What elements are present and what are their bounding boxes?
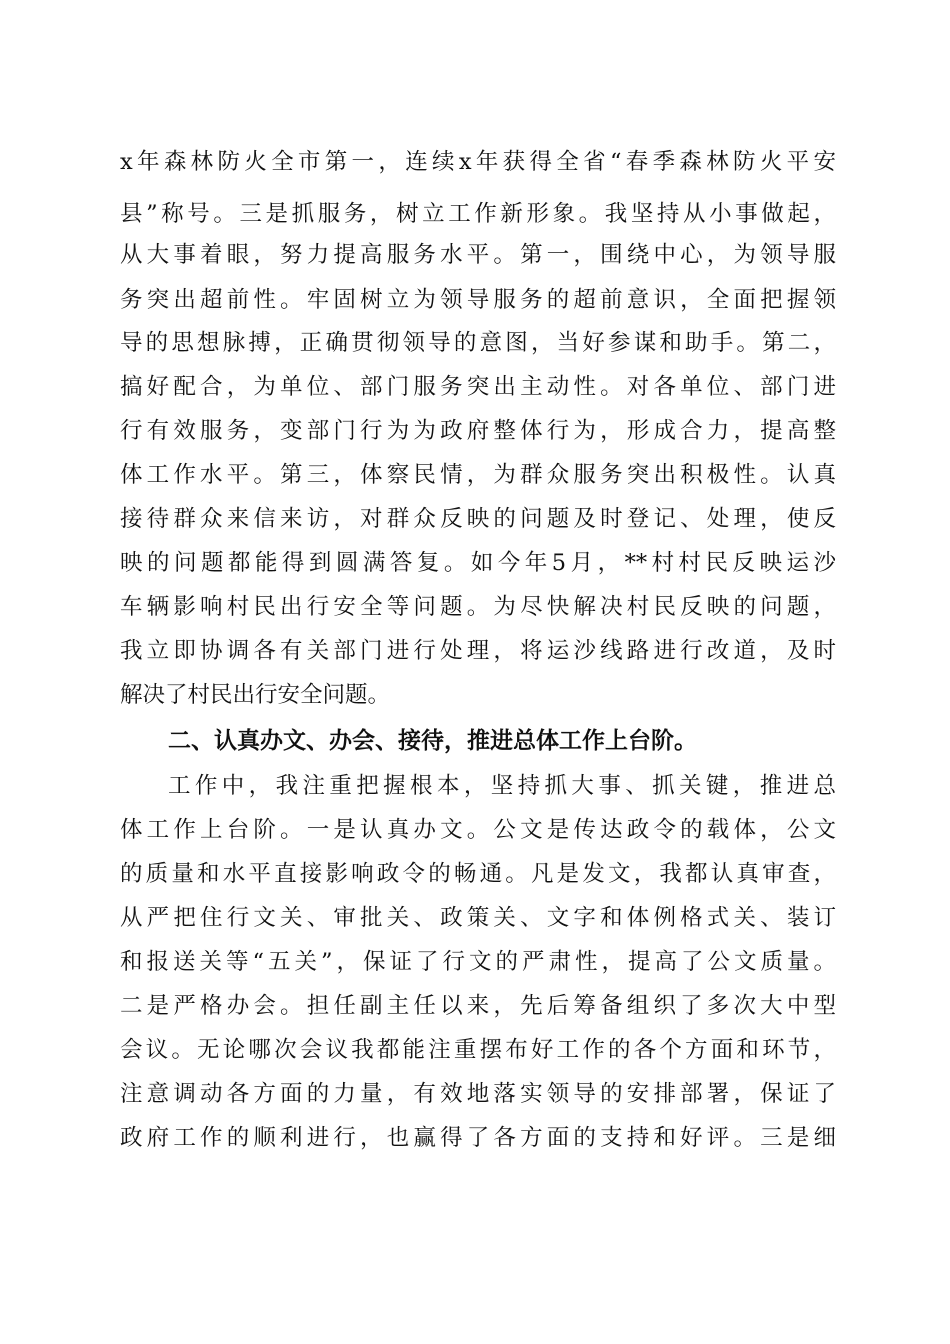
paragraph-1-line: 导的思想脉搏，正确贯彻领导的意图，当好参谋和助手。第二， — [120, 330, 836, 356]
paragraph-1-line: 我立即协调各有关部门进行处理，将运沙线路进行改道，及时 — [120, 638, 836, 664]
paragraph-1-line: 行有效服务，变部门行为为政府整体行为，形成合力，提高整 — [120, 418, 836, 444]
paragraph-2-line: 注意调动各方面的力量，有效地落实领导的安排部署，保证了 — [120, 1081, 836, 1107]
paragraph-1-line: 县”称号。三是抓服务，树立工作新形象。我坚持从小事做起， — [120, 201, 836, 227]
paragraph-1-line: 接待群众来信来访，对群众反映的问题及时登记、处理，使反 — [120, 506, 836, 532]
paragraph-2-line: 工作中，我注重把握根本，坚持抓大事、抓关键，推进总 — [168, 773, 836, 799]
paragraph-1-line: 解决了村民出行安全问题。 — [120, 682, 391, 708]
paragraph-2-line: 政府工作的顺利进行，也赢得了各方面的支持和好评。三是细 — [120, 1125, 836, 1151]
paragraph-1-line: 映的问题都能得到圆满答复。如今年5月，**村村民反映运沙 — [120, 550, 836, 576]
paragraph-1-line: 务突出超前性。牢固树立为领导服务的超前意识，全面把握领 — [120, 287, 836, 313]
paragraph-1-line: 体工作水平。第三，体察民情，为群众服务突出积极性。认真 — [120, 462, 836, 488]
paragraph-2-line: 会议。无论哪次会议我都能注重摆布好工作的各个方面和环节， — [120, 1037, 836, 1063]
paragraph-2-line: 的质量和水平直接影响政令的畅通。凡是发文，我都认真审查， — [120, 861, 836, 887]
paragraph-2-line: 体工作上台阶。一是认真办文。公文是传达政令的载体，公文 — [120, 817, 836, 843]
paragraph-1-line: 从大事着眼，努力提高服务水平。第一，围绕中心，为领导服 — [120, 242, 836, 268]
paragraph-2-line: 二是严格办会。担任副主任以来，先后筹备组织了多次大中型 — [120, 993, 836, 1019]
paragraph-2-line: 和报送关等“五关”，保证了行文的严肃性，提高了公文质量。 — [120, 949, 836, 975]
paragraph-1-line: x年森林防火全市第一，连续x年获得全省“春季森林防火平安 — [120, 149, 836, 175]
paragraph-1-line: 车辆影响村民出行安全等问题。为尽快解决村民反映的问题， — [120, 594, 836, 620]
section-heading: 二、认真办文、办会、接待，推进总体工作上台阶。 — [168, 728, 697, 754]
paragraph-2-line: 从严把住行文关、审批关、政策关、文字和体例格式关、装订 — [120, 905, 836, 931]
paragraph-1-line: 搞好配合，为单位、部门服务突出主动性。对各单位、部门进 — [120, 374, 836, 400]
